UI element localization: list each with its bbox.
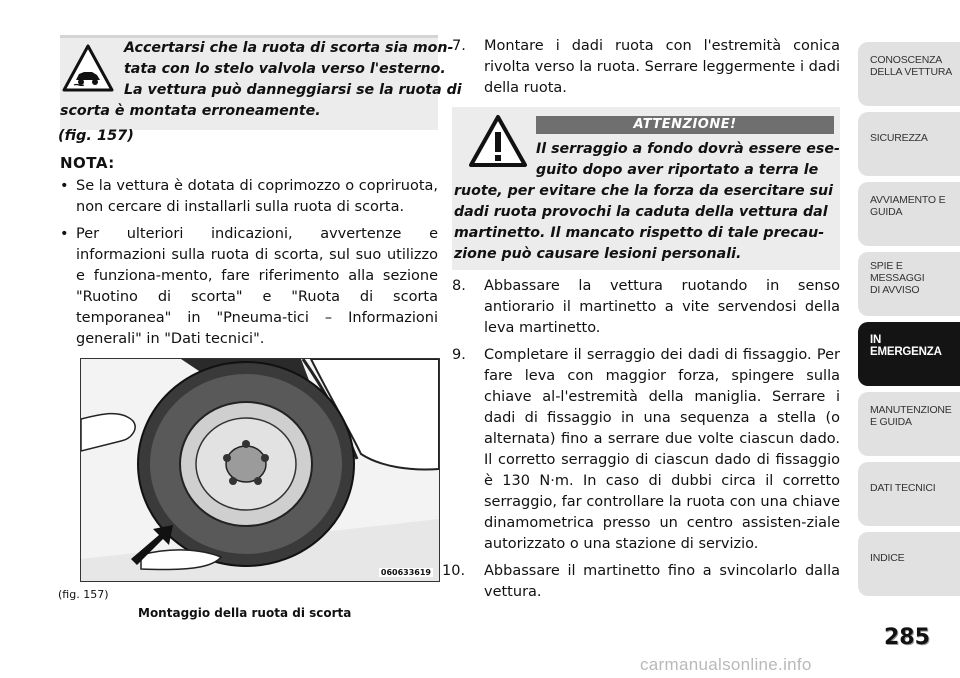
figure-reference: (fig. 157) xyxy=(58,128,134,144)
figure-label: (fig. 157) xyxy=(58,588,109,601)
tab-label: AVVIAMENTO E xyxy=(870,194,946,206)
step-number: 9. xyxy=(452,347,466,363)
tab-spie-messaggi[interactable] xyxy=(858,252,960,316)
tab-label: DATI TECNICI xyxy=(870,482,936,494)
warning-line: dadi ruota provochi la caduta della vettura dal xyxy=(454,204,828,220)
tab-indice[interactable] xyxy=(858,532,960,596)
warning-line: zione può causare lesioni personali. xyxy=(454,246,742,262)
figure-caption: Montaggio della ruota di scorta xyxy=(138,606,352,620)
tab-label: DI AVVISO xyxy=(870,284,920,296)
caution-line: La vettura può danneggiarsi se la ruota di xyxy=(124,82,462,98)
tab-dati-tecnici[interactable] xyxy=(858,462,960,526)
tab-manutenzione[interactable] xyxy=(858,392,960,456)
nota-bullet-list xyxy=(60,176,438,356)
bullet-dot: • xyxy=(60,178,69,194)
tab-avviamento-guida[interactable] xyxy=(858,182,960,246)
tab-in-emergenza[interactable] xyxy=(858,322,960,386)
caution-line: Accertarsi che la ruota di scorta sia mon- xyxy=(124,40,454,56)
step-text: Montare i dadi ruota con l'estremità conica rivolta verso la ruota. Serrare leggermente i dadi della ruota. xyxy=(484,38,840,96)
nota-bullet xyxy=(60,176,438,218)
tab-label: IN xyxy=(870,334,882,346)
tab-label: INDICE xyxy=(870,552,905,564)
tab-label: DELLA VETTURA xyxy=(870,66,953,78)
page-number xyxy=(884,625,930,650)
spare-wheel-illustration xyxy=(81,359,439,581)
bullet-text: Se la vettura è dotata di coprimozzo o copriruota, non cercare di installarli sulla ruota di scorta. xyxy=(76,178,438,215)
section-tabs xyxy=(858,0,960,678)
step-item xyxy=(452,276,840,339)
step-item xyxy=(442,561,840,603)
step-text: Completare il serraggio dei dadi di fissaggio. Per fare leva con maggior forza, spingere sulla chiave al-l'estremità della maniglia. Serrare i dadi di fissaggio in una sequenza a stella (o alternata) fino a serrare due volte ciascun dado. Il corretto serraggio di ciascun dado di fissaggio è 130 N·m. In caso di dubbi circa il corretto serraggio, far controllare la ruota con una chiave dinamometrica presso un centro assisten-ziale autorizzato o una stazione di servizio. xyxy=(484,347,840,552)
warning-line: martinetto. Il mancato rispetto di tale precau- xyxy=(454,225,825,241)
tab-label: SPIE E xyxy=(870,260,903,272)
step-item xyxy=(452,36,840,99)
step-text: Abbassare la vettura ruotando in senso antiorario il martinetto a vite servendosi della leva martinetto. xyxy=(484,278,840,336)
warning-line: Il serraggio a fondo dovrà essere ese- xyxy=(536,141,840,157)
tab-label: MANUTENZIONE xyxy=(870,404,952,416)
caution-note-text xyxy=(60,38,462,122)
tab-label: GUIDA xyxy=(870,206,903,218)
caution-line: tata con lo stelo valvola verso l'esterno. xyxy=(124,61,446,77)
warning-line: guito dopo aver riportato a terra le xyxy=(536,162,819,178)
warning-text xyxy=(454,139,838,265)
caution-line: scorta è montata erroneamente. xyxy=(60,103,321,119)
nota-heading: NOTA: xyxy=(60,154,115,172)
tab-label: MESSAGGI xyxy=(870,272,925,284)
tab-label: EMERGENZA xyxy=(870,346,942,358)
step-number: 10. xyxy=(442,563,466,579)
step-list-upper xyxy=(452,36,840,105)
bullet-text: Per ulteriori indicazioni, avvertenze e informazioni sulla ruota di scorta, sul suo utilizzo e funziona-mento, fare riferimento alla sezione "Ruotino di scorta" e "Ruota di scorta temporanea" in "Pneuma-tici – Informazioni generali" in "Dati tecnici". xyxy=(76,226,438,347)
tab-sicurezza[interactable] xyxy=(858,112,960,176)
watermark: carmanualsonline.info xyxy=(640,655,812,674)
spare-wheel-figure xyxy=(80,358,440,582)
bullet-dot: • xyxy=(60,226,69,242)
tab-conoscenza-vettura[interactable] xyxy=(858,42,960,106)
step-number: 8. xyxy=(452,278,466,294)
warning-header: ATTENZIONE! xyxy=(536,116,834,134)
tab-label: E GUIDA xyxy=(870,416,912,428)
step-text: Abbassare il martinetto fino a svincolarlo dalla vettura. xyxy=(484,563,840,600)
step-number: 7. xyxy=(452,38,466,54)
page-number-value: 285 xyxy=(884,625,930,650)
warning-line: ruote, per evitare che la forza da esercitare sui xyxy=(454,183,834,199)
step-item xyxy=(452,345,840,555)
tab-label: SICUREZZA xyxy=(870,132,928,144)
figure-code: 060633619 xyxy=(380,568,431,577)
step-list-lower xyxy=(442,276,840,609)
nota-bullet xyxy=(60,224,438,350)
tab-label: CONOSCENZA xyxy=(870,54,943,66)
